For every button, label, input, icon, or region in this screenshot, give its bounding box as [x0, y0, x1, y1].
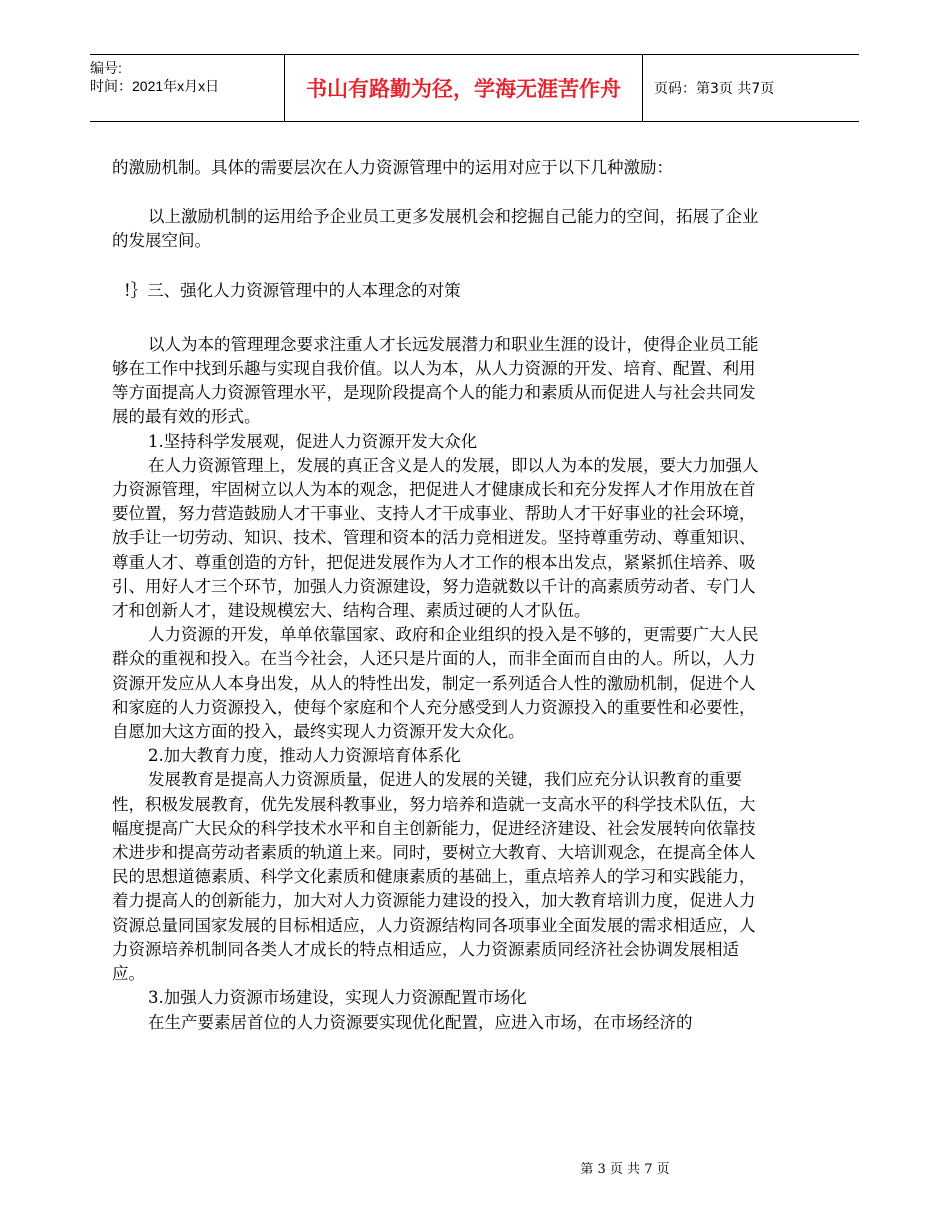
time-label: 时间：2021年x月x日	[90, 78, 220, 94]
paragraph-2: 以上激励机制的运用给予企业员工更多发展机会和挖掘自己能力的空间，拓展了企业的发展空间。	[112, 207, 759, 251]
paragraph-6: 发展教育是提高人力资源质量，促进人的发展的关键，我们应充分认识教育的重要性，积极发展教育，优先发展科教事业，努力培养和造就一支高水平的科学技术队伍，大幅度提高广大民众的科学技术水平和自主创新能力，促进经济建设、社会发展转向依靠技术进步和提高劳动者素质的轨道上来。同时，要树立大教育、大培训观念，在提高全体人民的思想道德素质、科学文化素质和健康素质的基础上，重点培养人的学习和实践能力，着力提高人的创新能力，加大对人力资源能力建设的投入，加大教育培训力度，促进人力资源总量同国家发展的目标相适应，人力资源结构同各项事业全面发展的需求相适应，人力资源培养机制同各类人才成长的特点相适应，人力资源素质同经济社会协调发展相适应。	[112, 770, 756, 984]
paragraph-4: 在人力资源管理上，发展的真正含义是人的发展，即以人为本的发展，要大力加强人力资源管理，牢固树立以人为本的观念，把促进人才健康成长和充分发挥人才作用放在首要位置，努力营造鼓励人才干事业、支持人才干成事业、帮助人才干好事业的社会环境，放手让一切劳动、知识、技术、管理和资本的活力竞相迸发。坚持尊重劳动、尊重知识、尊重人才、尊重创造的方针，把促进发展作为人才工作的根本出发点，紧紧抓住培养、吸引、用好人才三个环节，加强人力资源建设，努力造就数以千计的高素质劳动者、专门人才和创新人才，建设规模宏大、结构合理、素质过硬的人才队伍。	[112, 455, 759, 621]
heading-1: 1.坚持科学发展观，促进人力资源开发大众化	[148, 431, 478, 451]
header-motto: 书山有路勤为径，学海无涯苦作舟	[284, 55, 643, 121]
heading-2: 2.加大教育力度，推动人力资源培育体系化	[148, 746, 461, 766]
heading-3: 3.加强人力资源市场建设，实现人力资源配置市场化	[148, 988, 527, 1008]
paragraph-7: 在生产要素居首位的人力资源要实现优化配置，应进入市场，在市场经济的	[148, 1012, 693, 1032]
paragraph-1: 的激励机制。具体的需要层次在人力资源管理中的运用对应于以下几种激励：	[112, 158, 673, 177]
document-body	[112, 156, 762, 1035]
header-page-info: 页码：第3页 共7页	[654, 81, 775, 97]
section-title: !｝三、强化人力资源管理中的人本理念的对策	[124, 280, 461, 300]
page-header	[90, 54, 859, 122]
paragraph-5: 人力资源的开发，单单依靠国家、政府和企业组织的投入是不够的，更需要广大人民群众的重视和投入。在当今社会，人还只是片面的人，而非全面而自由的人。所以，人力资源开发应从人本身出发，从人的特性出发，制定一系列适合人性的激励机制，促进个人和家庭的人力资源投入，使每个家庭和个人充分感受到人力资源投入的重要性和必要性，自愿加大这方面的投入，最终实现人力资源开发大众化。	[112, 625, 759, 742]
number-label: 编号:	[90, 60, 122, 76]
paragraph-3: 以人为本的管理理念要求注重人才长远发展潜力和职业生涯的设计，使得企业员工能够在工作中找到乐趣与实现自我价值。以人为本，从人力资源的开发、培育、配置、利用等方面提高人力资源管理水平，是现阶段提高个人的能力和素质从而促进人与社会共同发展的最有效的形式。	[112, 334, 759, 427]
header-meta	[90, 55, 284, 121]
page-footer: 第 3 页 共 7 页	[580, 1162, 670, 1177]
